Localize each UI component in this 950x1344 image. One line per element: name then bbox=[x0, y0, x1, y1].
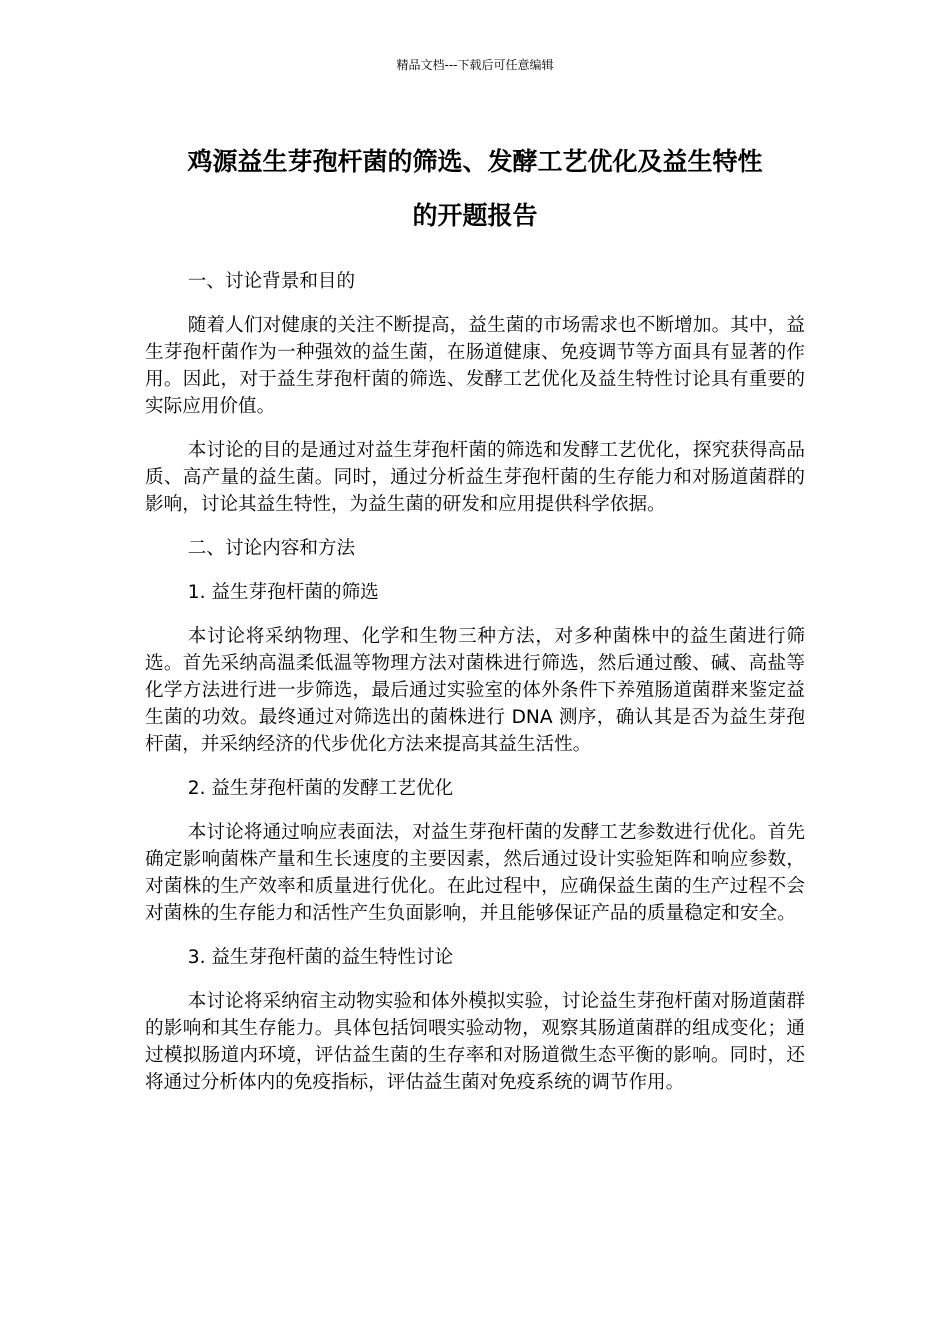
document-title bbox=[110, 135, 840, 243]
paragraph-fermentation: 本讨论将通过响应表面法，对益生芽孢杆菌的发酵工艺参数进行优化。首先确定影响菌株产量和生长速度的主要因素，然后通过设计实验矩阵和响应参数，对菌株的生产效率和质量进行优化。在此过程中，应确保益生菌的生产过程不会对菌株的生存能力和活性产生负面影响，并且能够保证产品的质量稳定和安全。 bbox=[145, 822, 805, 924]
page-header: 精品文档---下载后可任意编辑 bbox=[396, 58, 554, 72]
subheading-fermentation: 2. 益生芽孢杆菌的发酵工艺优化 bbox=[187, 778, 454, 799]
title-line-2: 的开题报告 bbox=[412, 201, 538, 230]
subheading-screening: 1. 益生芽孢杆菌的筛选 bbox=[187, 582, 379, 603]
title-line-1: 鸡源益生芽孢杆菌的筛选、发酵工艺优化及益生特性 bbox=[187, 147, 763, 176]
paragraph-objective: 本讨论的目的是通过对益生芽孢杆菌的筛选和发酵工艺优化，探究获得高品质、高产量的益生菌。同时，通过分析益生芽孢杆菌的生存能力和对肠道菌群的影响，讨论其益生特性，为益生菌的研发和应用提供科学依据。 bbox=[145, 440, 805, 515]
document-body bbox=[145, 268, 805, 1113]
paragraph-probiotic-properties: 本讨论将采纳宿主动物实验和体外模拟实验，讨论益生芽孢杆菌对肠道菌群的影响和其生存能力。具体包括饲喂实验动物，观察其肠道菌群的组成变化；通过模拟肠道内环境，评估益生菌的生存率和对肠道微生态平衡的影响。同时，还将通过分析体内的免疫指标，评估益生菌对免疫系统的调节作用。 bbox=[145, 991, 805, 1093]
subheading-probiotic-properties: 3. 益生芽孢杆菌的益生特性讨论 bbox=[187, 947, 454, 968]
section-heading-background: 一、讨论背景和目的 bbox=[187, 271, 356, 292]
paragraph-background: 随着人们对健康的关注不断提高，益生菌的市场需求也不断增加。其中，益生芽孢杆菌作为一种强效的益生菌，在肠道健康、免疫调节等方面具有显著的作用。因此，对于益生芽孢杆菌的筛选、发酵工艺优化及益生特性讨论具有重要的实际应用价值。 bbox=[145, 315, 805, 417]
paragraph-screening: 本讨论将采纳物理、化学和生物三种方法，对多种菌株中的益生菌进行筛选。首先采纳高温柔低温等物理方法对菌株进行筛选，然后通过酸、碱、高盐等化学方法进行进一步筛选，最后通过实验室的体外条件下养殖肠道菌群来鉴定益生菌的功效。最终通过对筛选出的菌株进行 DNA 测序，确认其是否为益生芽孢杆菌，并采纳经济的代步优化方法来提高其益生活性。 bbox=[145, 626, 805, 755]
section-heading-methods: 二、讨论内容和方法 bbox=[187, 538, 356, 559]
